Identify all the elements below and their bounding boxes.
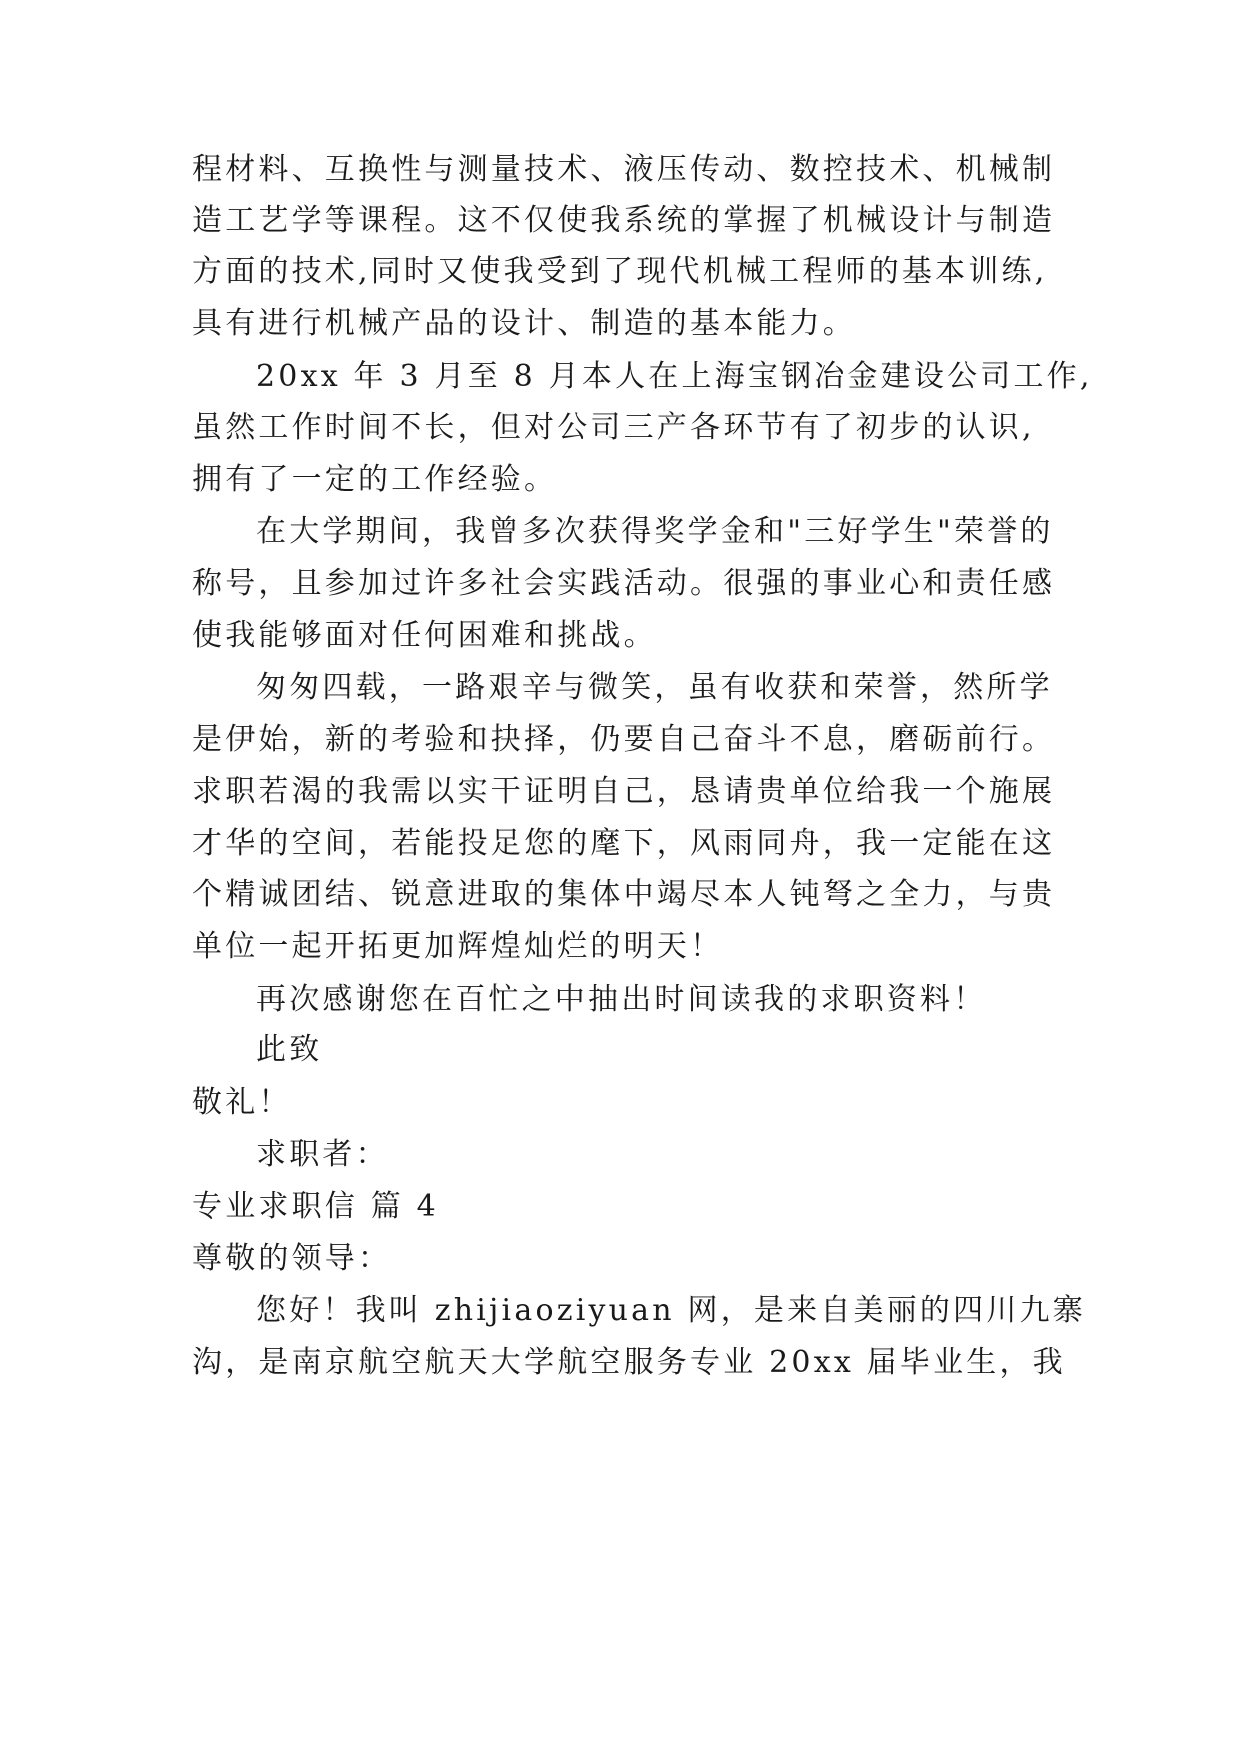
text-line: 沟，是南京航空航天大学航空服务专业 20xx 届毕业生，我 [192,1345,1066,1380]
text-line: 单位一起开拓更加辉煌灿烂的明天！ [192,929,724,964]
section-heading: 专业求职信 篇 4 [192,1189,439,1224]
text-line: 使我能够面对任何困难和挑战。 [192,618,657,653]
salutation-jingli: 敬礼！ [192,1085,292,1120]
letter-greeting: 尊敬的领导： [192,1241,392,1276]
closing-thanks: 再次感谢您在百忙之中抽出时间读我的求职资料！ [256,982,987,1017]
text-line: 是伊始，新的考验和抉择，仍要自己奋斗不息，磨砺前行。 [192,722,1056,757]
text-line: 造工艺学等课程。这不仅使我系统的掌握了机械设计与制造 [192,203,1056,238]
text-line: 拥有了一定的工作经验。 [192,462,558,497]
text-line: 称号，且参加过许多社会实践活动。很强的事业心和责任感 [192,566,1056,601]
text-line: 方面的技术,同时又使我受到了现代机械工程师的基本训练, [192,254,1048,289]
text-line: 才华的空间，若能投足您的麾下，风雨同舟，我一定能在这 [192,826,1056,861]
salutation-cizhi: 此致 [256,1032,323,1067]
text-line: 程材料、互换性与测量技术、液压传动、数控技术、机械制 [192,152,1056,187]
text-line: 虽然工作时间不长，但对公司三产各环节有了初步的认识, [192,410,1035,445]
signature-label: 求职者： [256,1137,389,1172]
paragraph-first-line: 20xx 年 3 月至 8 月本人在上海宝钢冶金建设公司工作, [256,359,1093,394]
text-line: 具有进行机械产品的设计、制造的基本能力。 [192,306,856,341]
paragraph-first-line: 您好！我叫 zhijiaoziyuan 网，是来自美丽的四川九寨 [256,1293,1086,1328]
paragraph-first-line: 匆匆四载，一路艰辛与微笑，虽有收获和荣誉，然所学 [256,670,1053,705]
paragraph-first-line: 在大学期间，我曾多次获得奖学金和"三好学生"荣誉的 [256,514,1054,549]
text-line: 个精诚团结、锐意进取的集体中竭尽本人钝弩之全力，与贵 [192,877,1056,912]
text-line: 求职若渴的我需以实干证明自己，恳请贵单位给我一个施展 [192,774,1056,809]
